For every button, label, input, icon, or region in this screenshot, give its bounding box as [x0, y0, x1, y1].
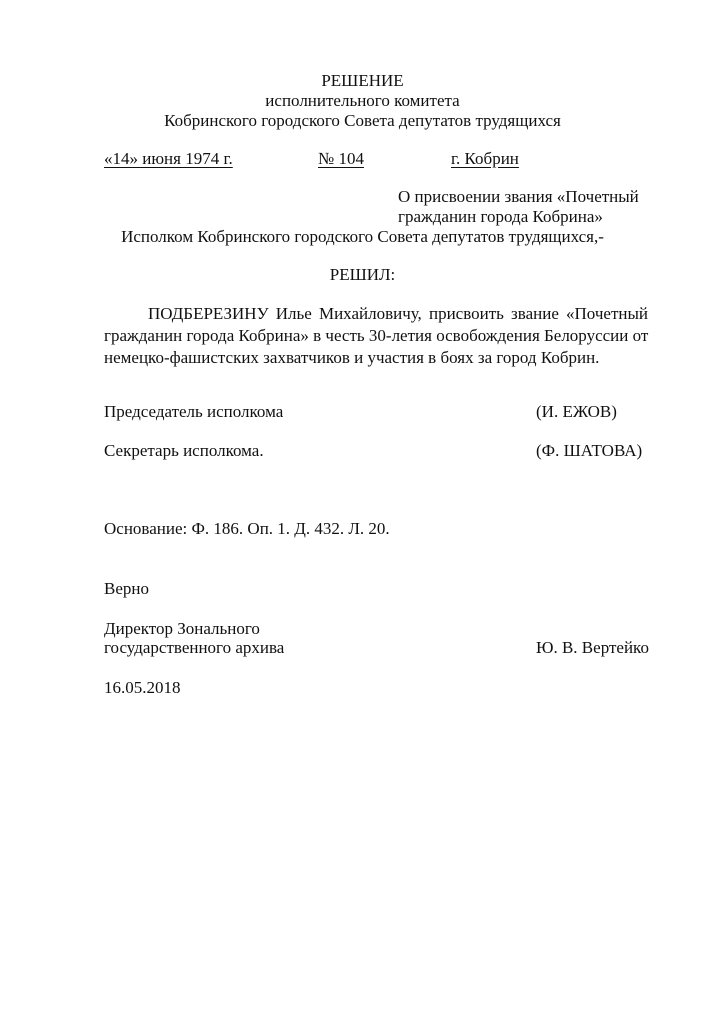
document-title: РЕШЕНИЕ — [321, 71, 404, 90]
document-place: г. Кобрин — [451, 149, 519, 168]
chair-name: (И. ЕЖОВ) — [536, 402, 617, 421]
certification-date: 16.05.2018 — [104, 678, 181, 697]
document-date: «14» июня 1974 г. — [104, 149, 233, 168]
certification-verified: Верно — [104, 579, 149, 598]
director-title-line-2: государственного архива — [104, 638, 285, 657]
preamble: Исполком Кобринского городского Совета депутатов трудящихся,- — [121, 227, 604, 246]
resolved-heading: РЕШИЛ: — [329, 265, 396, 284]
issuer-line-1: исполнительного комитета — [265, 91, 460, 110]
archive-basis: Основание: Ф. 186. Оп. 1. Д. 432. Л. 20. — [104, 519, 390, 538]
secretary-name: (Ф. ШАТОВА) — [536, 441, 643, 460]
chair-title: Председатель исполкома — [104, 402, 284, 421]
subject-line-1: О присвоении звания «Почетный — [398, 187, 639, 206]
director-title-line-1: Директор Зонального — [104, 619, 260, 638]
document-number: № 104 — [318, 149, 364, 168]
body-line-2: гражданин города Кобрина» в честь 30-летия освобождения Белоруссии от — [104, 326, 649, 345]
secretary-title: Секретарь исполкома. — [104, 441, 264, 460]
resolution-body — [104, 303, 648, 369]
subject-line-2: гражданин города Кобрина» — [398, 207, 603, 226]
body-line-1: ПОДБЕРЕЗИНУ Илье Михайловичу, присвоить звание «Почетный — [148, 304, 648, 323]
body-line-3: немецко-фашистских захватчиков и участия в боях за город Кобрин. — [104, 348, 600, 367]
issuer-line-2: Кобринского городского Совета депутатов трудящихся — [164, 111, 561, 130]
director-name: Ю. В. Вертейко — [536, 638, 649, 657]
